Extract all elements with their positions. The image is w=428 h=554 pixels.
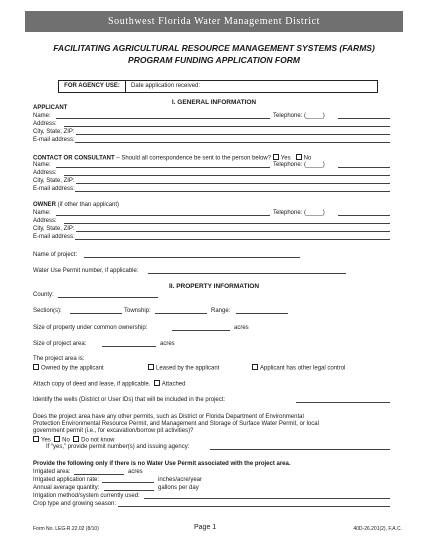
consultant-email-field[interactable] [75, 191, 390, 192]
section-label: Section(s): [33, 308, 62, 314]
consultant-email-label: E-mail address: [33, 186, 75, 192]
owner-address-label: Address: [33, 218, 57, 224]
applicant-address-field[interactable] [64, 126, 390, 127]
consultant-telephone-label: Telephone: (_____) [273, 162, 325, 168]
attached-label: Attached [161, 381, 186, 388]
irrigated-area-field[interactable] [74, 474, 124, 475]
owner-name-field[interactable] [56, 215, 270, 216]
consultant-question: – Should all correspondence be sent to the person below? [114, 155, 272, 162]
irrigated-rate-label: Irrigated application rate: [33, 477, 100, 483]
consultant-heading: CONTACT OR CONSULTANT [33, 155, 115, 162]
crop-type-field[interactable] [118, 506, 390, 507]
wells-field[interactable] [296, 402, 390, 403]
applicant-name-field[interactable] [56, 118, 270, 119]
consultant-no-label: No [303, 155, 312, 162]
owner-email-field[interactable] [75, 239, 390, 240]
consultant-address-label: Address: [33, 170, 57, 176]
owner-note: (if other than applicant) [56, 202, 120, 208]
page-number: Page 1 [194, 524, 217, 531]
consultant-city-field[interactable] [76, 183, 390, 184]
crop-type-label: Crop type and growing season: [33, 501, 117, 507]
leased-label: Leased by the applicant [156, 365, 220, 372]
consultant-yes-checkbox[interactable] [273, 154, 279, 160]
project-name-label: Name of project: [33, 252, 78, 258]
other-legal-label: Applicant has other legal control [260, 365, 346, 372]
irrigated-area-unit: acres [128, 469, 143, 475]
annual-qty-label: Annual average quantity: [33, 485, 100, 491]
township-field[interactable] [155, 313, 207, 314]
irrigated-area-label: Irrigated area: [33, 469, 71, 475]
owner-email-label: E-mail address: [33, 234, 75, 240]
permit-yes-checkbox[interactable] [33, 436, 39, 442]
permits-question-2: Protection Environmental Resource Permit, and Management and Storage of Surface Water Permit, or local [33, 421, 319, 427]
permit-unknown-label: Do not know [81, 437, 115, 444]
deed-text: Attach copy of deed and lease, if applicable. [33, 381, 151, 388]
county-label: County: [33, 292, 54, 298]
permit-no-checkbox[interactable] [54, 436, 60, 442]
leased-option [148, 364, 219, 373]
form-subtitle: PROGRAM FUNDING APPLICATION FORM [128, 55, 300, 65]
leased-checkbox[interactable] [148, 364, 154, 370]
date-received-label: Date application received: [131, 83, 201, 89]
section-general-heading: I. GENERAL INFORMATION [171, 99, 257, 106]
attached-checkbox[interactable] [154, 380, 160, 386]
rule-citation: 40D-26.201(2), F.A.C. [353, 526, 402, 532]
agency-use-label: FOR AGENCY USE: [59, 81, 126, 92]
irrigated-rate-field[interactable] [102, 482, 154, 483]
owner-telephone-label: Telephone: (_____) [273, 210, 325, 216]
size-project-field[interactable] [102, 346, 156, 347]
provide-heading: Provide the following only if there is no Water Use Permit associated with the project area. [33, 461, 291, 467]
owner-address-field[interactable] [64, 223, 390, 224]
section-field[interactable] [70, 313, 122, 314]
applicant-address-label: Address: [33, 121, 57, 127]
owner-telephone-field[interactable] [338, 215, 390, 216]
consultant-no-checkbox[interactable] [296, 154, 302, 160]
size-common-label: Size of property under common ownership: [33, 325, 148, 331]
permits-question-3: government permit (i.e., for excavation/borrow pit activities)? [33, 428, 194, 434]
applicant-city-field[interactable] [76, 134, 390, 135]
township-label: Township: [124, 308, 151, 314]
range-label: Range: [211, 308, 231, 314]
size-common-field[interactable] [172, 330, 230, 331]
other-legal-checkbox[interactable] [252, 364, 258, 370]
form-number: Form No. LEG-R.22.02 (8/10) [33, 526, 99, 532]
permit-unknown-checkbox[interactable] [73, 436, 79, 442]
owned-option [33, 364, 104, 373]
project-name-field[interactable] [84, 257, 300, 258]
permits-question-1: Does the project area have any other permits, such as District or Florida Department of Environmental [33, 414, 304, 420]
consultant-address-field[interactable] [64, 175, 390, 176]
applicant-email-label: E-mail address: [33, 137, 75, 143]
owner-heading-row [33, 202, 119, 209]
consultant-question-row [33, 154, 311, 163]
applicant-name-label: Name: [33, 113, 51, 119]
irrigation-method-field[interactable] [144, 498, 390, 499]
applicant-city-label: City, State, ZIP: [33, 129, 75, 135]
form-title: FACILITATING AGRICULTURAL RESOURCE MANAGEMENT SYSTEMS (FARMS) [53, 43, 375, 53]
owner-heading: OWNER [33, 202, 56, 208]
permit-no-label: No [62, 437, 70, 444]
consultant-name-label: Name: [33, 162, 51, 168]
wells-label: Identify the wells (District or User IDs) that will be included in the project: [33, 397, 226, 403]
size-project-label: Size of project area: [33, 341, 87, 347]
owner-city-label: City, State, ZIP: [33, 226, 75, 232]
irrigation-method-label: Irrigation method/system currently used: [33, 493, 140, 499]
section-property-heading: II. PROPERTY INFORMATION [168, 283, 260, 290]
owned-label: Owned by the applicant [41, 365, 104, 372]
range-field[interactable] [236, 313, 288, 314]
if-yes-field[interactable] [210, 449, 390, 450]
deed-row [33, 380, 185, 389]
if-yes-label: If “yes,” provide permit number(s) and issuing agency: [46, 444, 190, 450]
size-common-unit: acres [234, 325, 249, 331]
applicant-telephone-label: Telephone: (_____) [273, 113, 325, 119]
consultant-city-label: City, State, ZIP: [33, 178, 75, 184]
owner-city-field[interactable] [76, 231, 390, 232]
owner-name-label: Name: [33, 210, 51, 216]
applicant-heading: APPLICANT [33, 105, 68, 111]
size-project-unit: acres [160, 341, 175, 347]
owned-checkbox[interactable] [33, 364, 39, 370]
annual-qty-field[interactable] [104, 490, 154, 491]
wup-number-label: Water Use Permit number, if applicable: [33, 268, 139, 274]
irrigated-rate-unit: inches/acre/year [158, 477, 203, 483]
agency-use-box [58, 80, 378, 93]
consultant-telephone-field[interactable] [338, 167, 390, 168]
other-legal-option [252, 364, 345, 373]
consultant-yes-label: Yes [280, 155, 291, 162]
applicant-email-field[interactable] [75, 142, 390, 143]
wup-number-field[interactable] [148, 273, 346, 274]
district-banner [25, 11, 403, 32]
applicant-telephone-field[interactable] [338, 118, 390, 119]
county-field[interactable] [58, 297, 158, 298]
banner-text: Southwest Florida Water Management District [108, 16, 320, 27]
consultant-name-field[interactable] [56, 167, 270, 168]
permit-yes-label: Yes [41, 437, 51, 444]
project-area-label: The project area is: [33, 356, 85, 362]
annual-qty-unit: gallons per day [158, 485, 199, 491]
